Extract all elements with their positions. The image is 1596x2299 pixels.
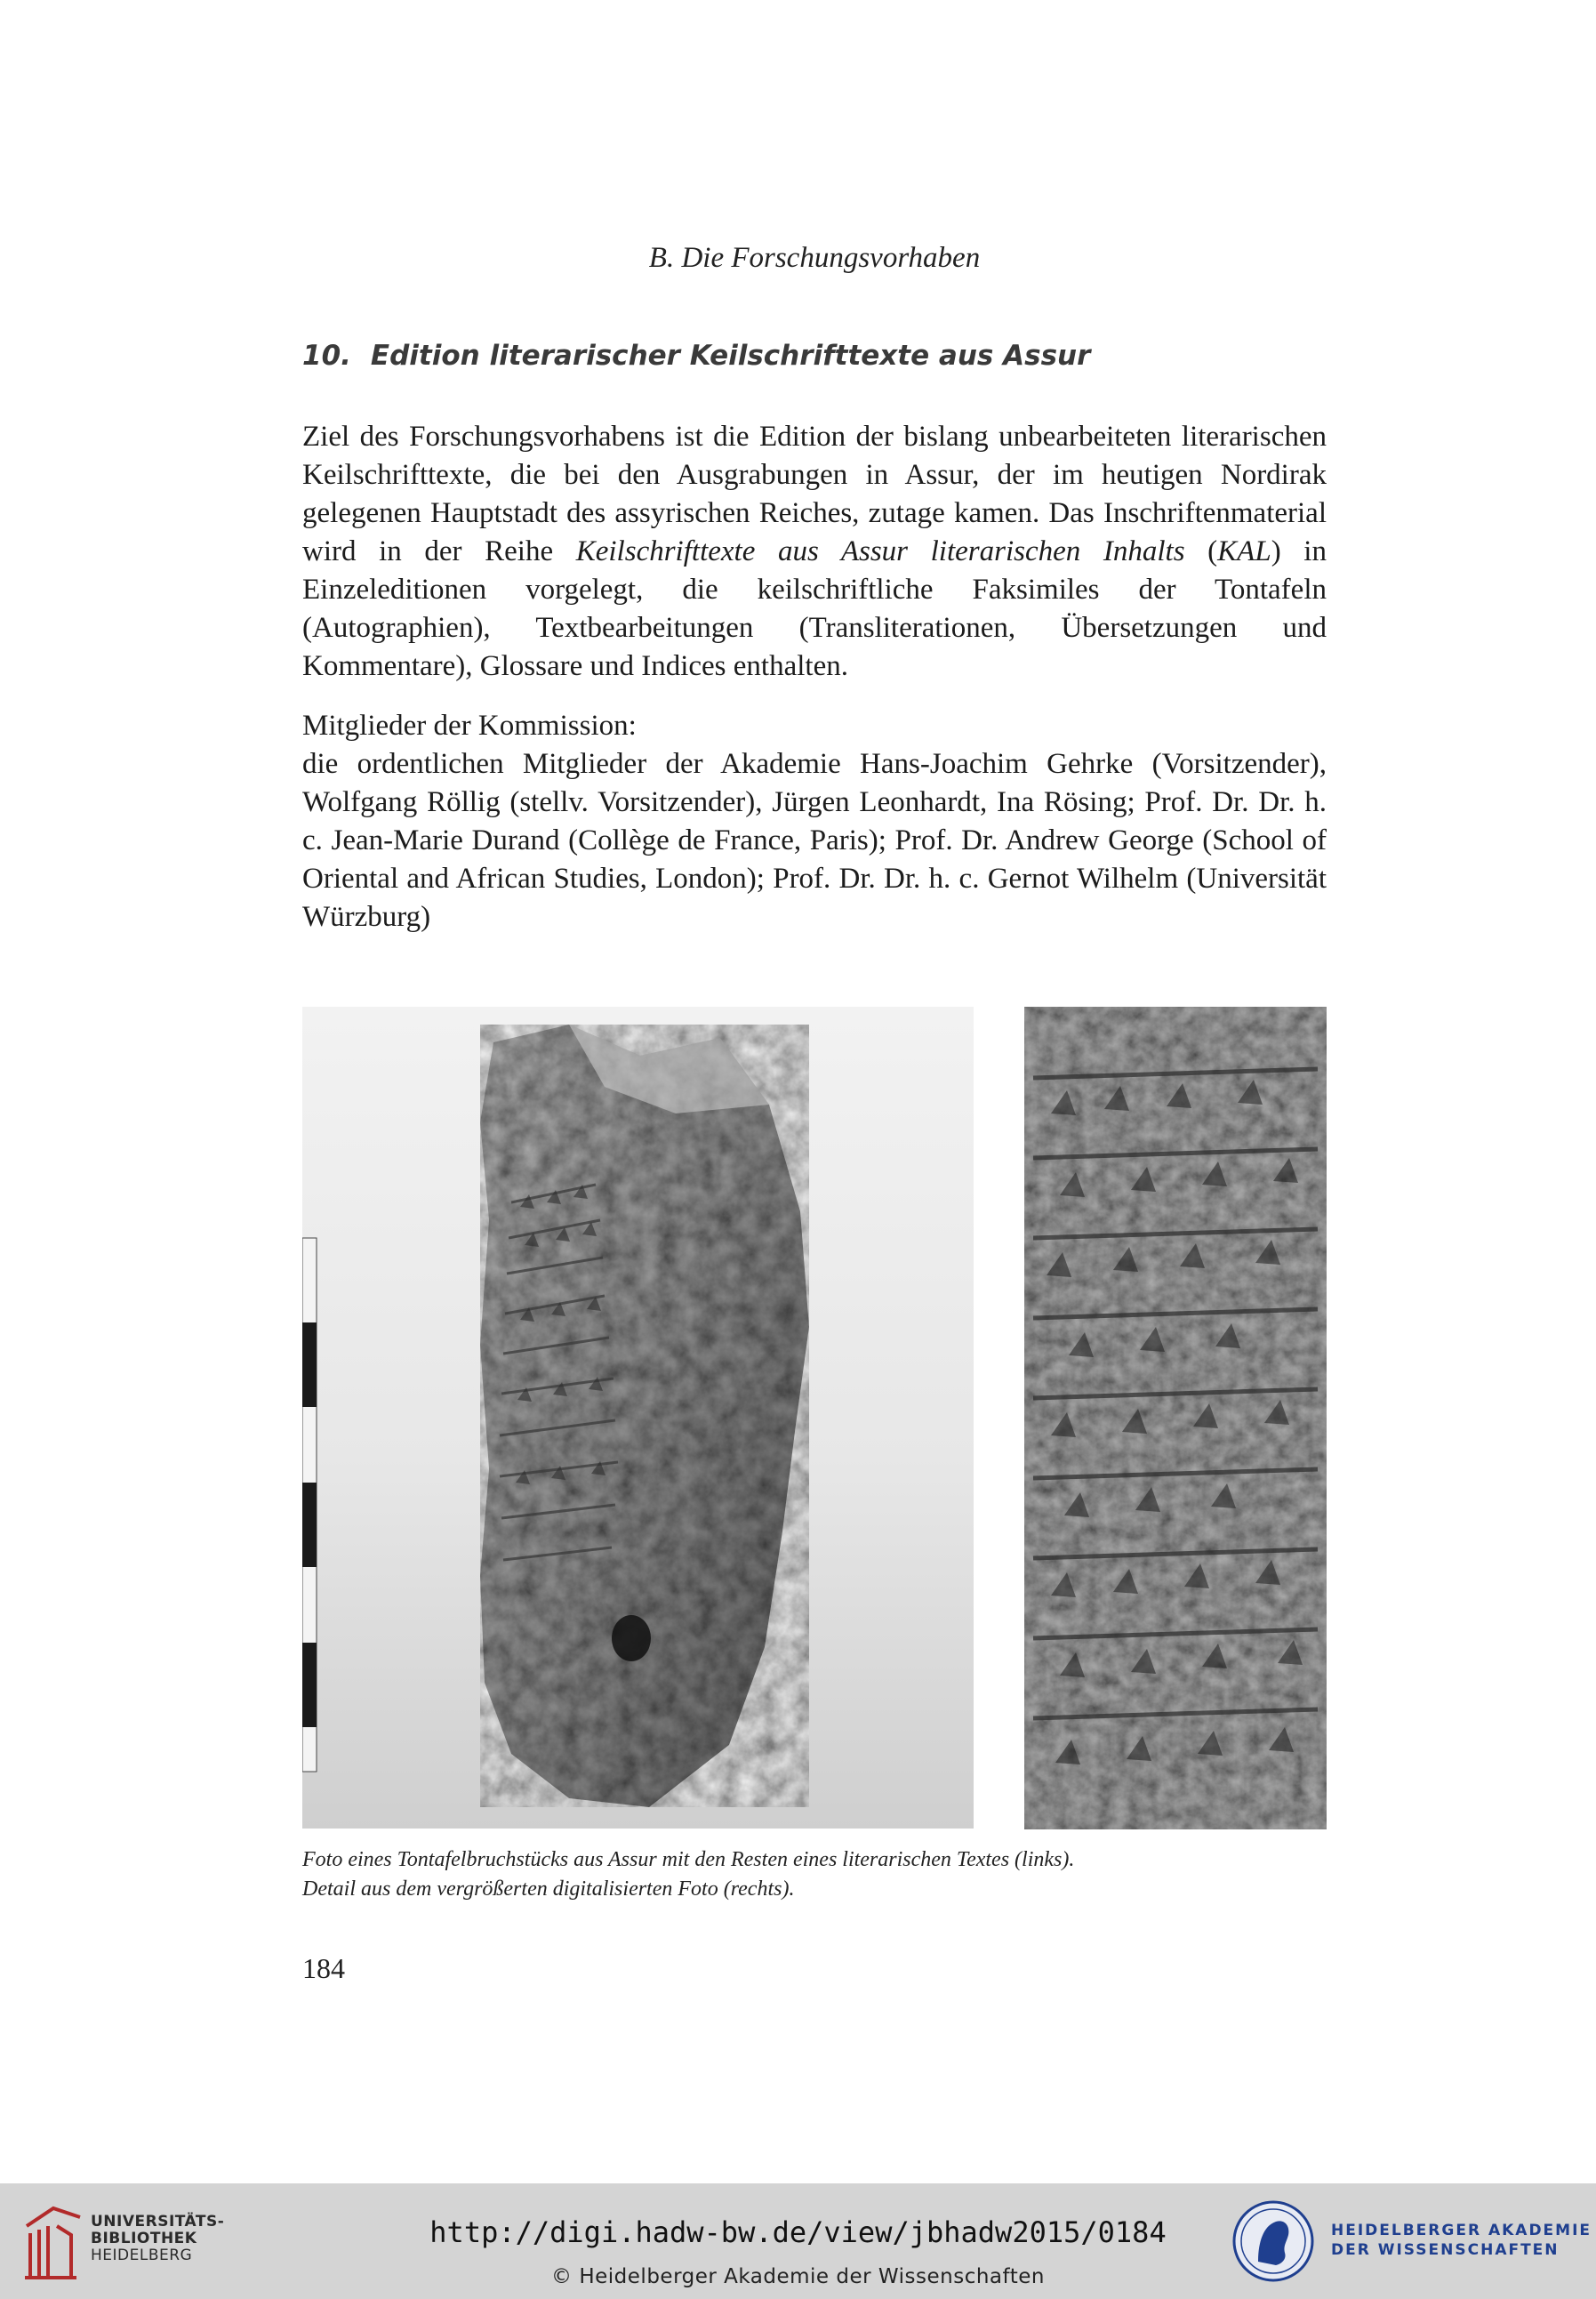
scale-bar (302, 1238, 317, 1772)
section-title-text: Edition literarischer Keilschrifttexte aus Assur (370, 340, 1091, 372)
tablet-fragment (480, 1025, 809, 1807)
permalink-url[interactable]: http://digi.hadw-bw.de/view/jbhadw2015/0184 (429, 2215, 1167, 2249)
members-paragraph (302, 707, 1327, 936)
members-heading: Mitglieder der Kommission: (302, 710, 637, 742)
series-abbreviation: KAL (1217, 535, 1271, 567)
academy-line-1: HEIDELBERGER AKADEMIE (1331, 2222, 1592, 2239)
series-title: Keilschrifttexte aus Assur literarischen Inhalts (575, 535, 1185, 567)
page-number: 184 (302, 1952, 345, 1984)
intro-text-end: ) in Einzeleditionen vorgelegt, die keilschriftliche Faksimiles der Tontafeln (Autographien), Textbearbeitungen (Transliterationen, Übersetzungen und Kommentare), Glossare und Indices enthalten. (302, 535, 1327, 682)
academy-name[interactable] (1331, 2221, 1592, 2260)
figure-caption (302, 1845, 1327, 1904)
footer-bar (0, 2183, 1596, 2299)
copyright-notice: © Heidelberger Akademie der Wissenschaften (551, 2265, 1045, 2288)
tablet-detail-image (1024, 1007, 1327, 1829)
section-number: 10. (302, 340, 351, 372)
tablet-fragment-image (302, 1007, 974, 1829)
library-line-3: HEIDELBERG (91, 2247, 193, 2264)
caption-line-2: Detail aus dem vergrößerten digitalisierten Foto (rechts). (302, 1877, 795, 1901)
members-list: die ordentlichen Mitglieder der Akademie Hans-Joachim Gehrke (Vorsitzender), Wolfgang Röllig (stellv. Vorsitzender), Jürgen Leonhardt, Ina Rösing; Prof. Dr. Dr. h. c. Jean-Marie Durand (Collège de France, Paris); Prof. Dr. Andrew George (School of Oriental and African Studies, London); Prof. Dr. Dr. h. c. Gernot Wilhelm (Universität Würzburg) (302, 748, 1327, 933)
academy-line-2: DER WISSENSCHAFTEN (1331, 2241, 1560, 2259)
tablet-detail-photo (1024, 1007, 1327, 1829)
caption-line-1: Foto eines Tontafelbruchstücks aus Assur mit den Resten eines literarischen Textes (links). (302, 1848, 1075, 1871)
tablet-photo (302, 1007, 974, 1829)
academy-seal-icon[interactable] (1231, 2199, 1315, 2283)
library-line-2: BIBLIOTHEK (91, 2230, 197, 2247)
section-title (302, 340, 1334, 372)
intro-paragraph (302, 418, 1327, 686)
intro-text: Ziel des Forschungsvorhabens ist die Edition der bislang unbearbeiteten literarischen Keilschrifttexte, die bei den Ausgrabungen in Assur, der im heutigen Nordirak gelegenen Hauptstadt des assyrischen Reiches, zutage kamen. Das Inschriftenmaterial wird in der Reihe (302, 421, 1327, 567)
paren-open: ( (1184, 535, 1218, 567)
library-line-1: UNIVERSITÄTS- (91, 2213, 225, 2231)
running-head: B. Die Forschungsvorhaben (648, 242, 981, 274)
